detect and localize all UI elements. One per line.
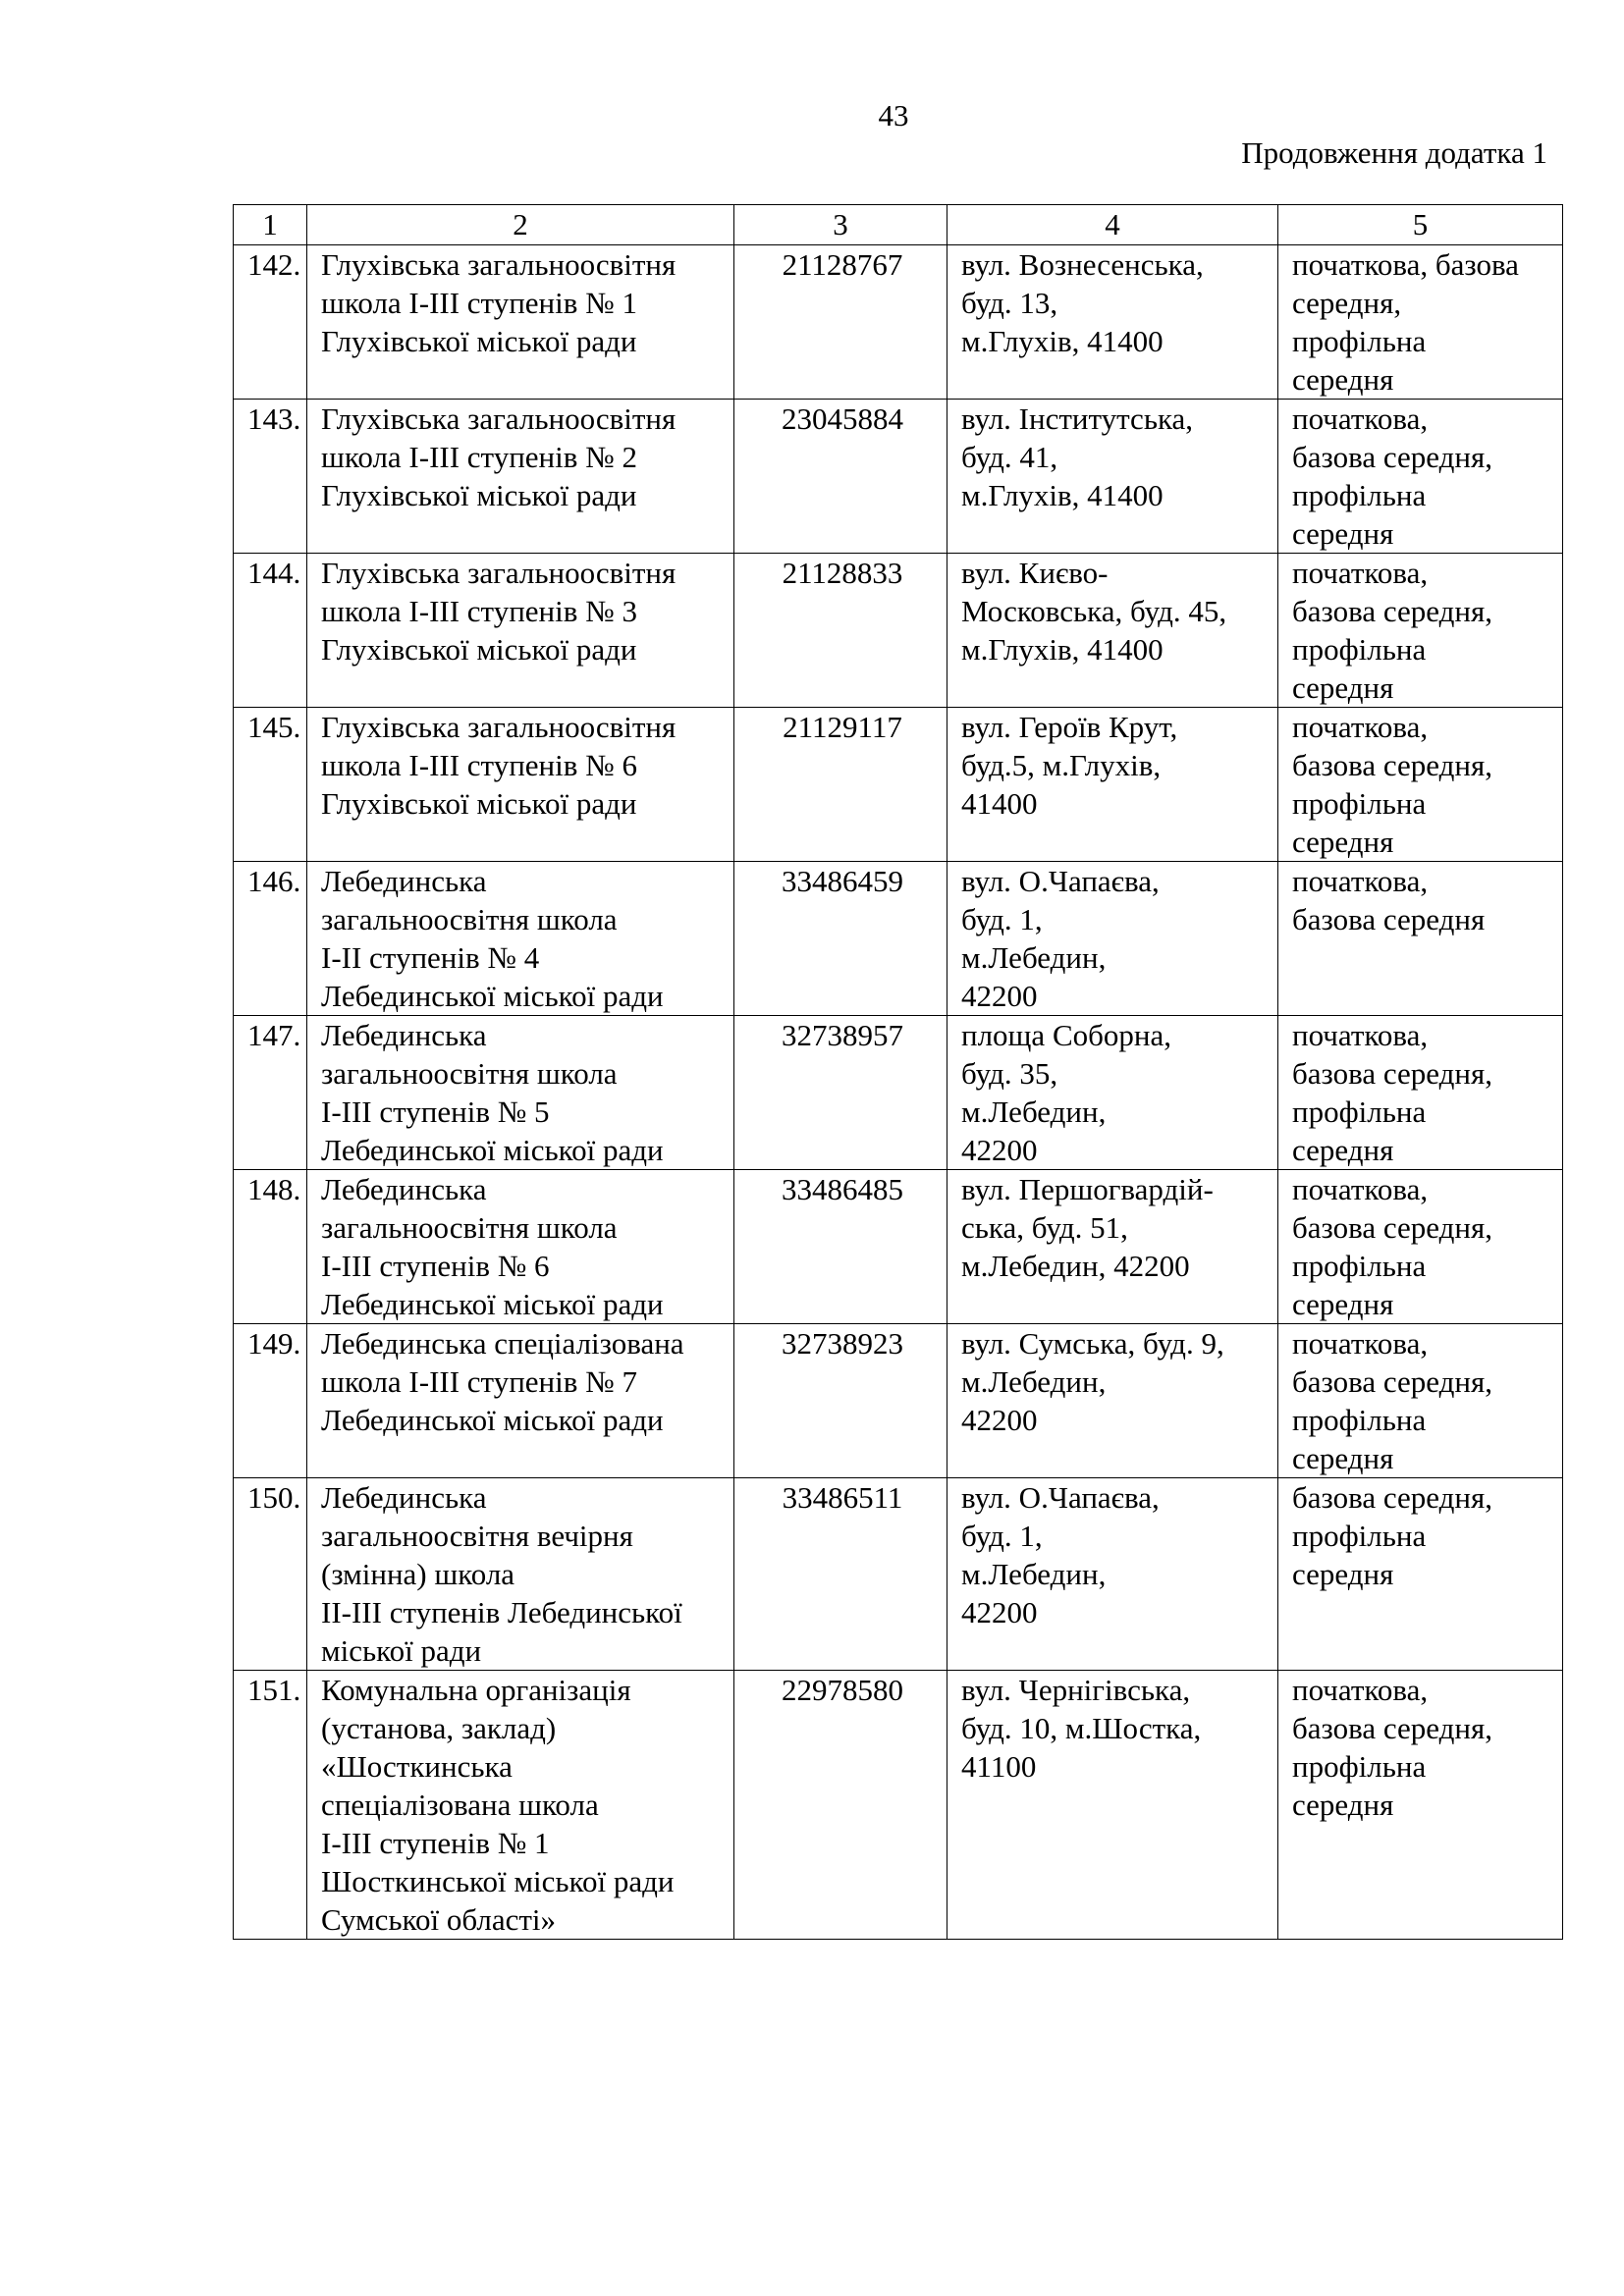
school-name: Глухівська загальноосвітня школа І-ІІІ ступенів № 1 Глухівської міської ради — [307, 245, 734, 400]
edrpou-code: 32738957 — [734, 1016, 947, 1170]
education-level: початкова, базова середня, профільна середня — [1278, 400, 1563, 554]
table-row — [234, 1016, 1563, 1170]
row-number: 142. — [234, 245, 307, 400]
address: вул. О.Чапаєва, буд. 1, м.Лебедин, 42200 — [947, 862, 1278, 1016]
address: вул. Вознесенська, буд. 13, м.Глухів, 41400 — [947, 245, 1278, 400]
address: вул. Першогвардій- ська, буд. 51, м.Лебедин, 42200 — [947, 1170, 1278, 1324]
education-level: початкова, базова середня, профільна середня — [1278, 554, 1563, 708]
row-number: 150. — [234, 1478, 307, 1671]
address: вул. О.Чапаєва, буд. 1, м.Лебедин, 42200 — [947, 1478, 1278, 1671]
education-level: початкова, базова середня, профільна середня — [1278, 1016, 1563, 1170]
education-level: початкова, базова середня, профільна середня — [1278, 708, 1563, 862]
header-cell-1: 1 — [234, 205, 307, 245]
edrpou-code: 21128833 — [734, 554, 947, 708]
table-row — [234, 554, 1563, 708]
header-cell-2: 2 — [307, 205, 734, 245]
edrpou-code: 33486459 — [734, 862, 947, 1016]
table-row — [234, 1324, 1563, 1478]
page-number: 43 — [878, 98, 909, 133]
school-name: Глухівська загальноосвітня школа І-ІІІ ступенів № 6 Глухівської міської ради — [307, 708, 734, 862]
row-number: 143. — [234, 400, 307, 554]
table-row — [234, 400, 1563, 554]
table-row — [234, 1671, 1563, 1940]
address: вул. Інститутська, буд. 41, м.Глухів, 41400 — [947, 400, 1278, 554]
education-level: початкова, базова середня, профільна середня — [1278, 245, 1563, 400]
table-row — [234, 862, 1563, 1016]
education-level: базова середня, профільна середня — [1278, 1478, 1563, 1671]
address: вул. Героїв Крут, буд.5, м.Глухів, 41400 — [947, 708, 1278, 862]
address: вул. Сумська, буд. 9, м.Лебедин, 42200 — [947, 1324, 1278, 1478]
school-name: Глухівська загальноосвітня школа І-ІІІ ступенів № 3 Глухівської міської ради — [307, 554, 734, 708]
edrpou-code: 21128767 — [734, 245, 947, 400]
edrpou-code: 33486511 — [734, 1478, 947, 1671]
table-row — [234, 708, 1563, 862]
table-row — [234, 1170, 1563, 1324]
school-name: Лебединська загальноосвітня школа І-ІІІ ступенів № 6 Лебединської міської ради — [307, 1170, 734, 1324]
edrpou-code: 22978580 — [734, 1671, 947, 1940]
table-row — [234, 1478, 1563, 1671]
row-number: 148. — [234, 1170, 307, 1324]
row-number: 147. — [234, 1016, 307, 1170]
row-number: 149. — [234, 1324, 307, 1478]
edrpou-code: 33486485 — [734, 1170, 947, 1324]
education-level: початкова, базова середня, профільна середня — [1278, 1324, 1563, 1478]
edrpou-code: 23045884 — [734, 400, 947, 554]
school-name: Глухівська загальноосвітня школа І-ІІІ ступенів № 2 Глухівської міської ради — [307, 400, 734, 554]
address: площа Соборна, буд. 35, м.Лебедин, 42200 — [947, 1016, 1278, 1170]
header-row — [234, 205, 1563, 245]
header-cell-5: 5 — [1278, 205, 1563, 245]
school-name: Лебединська загальноосвітня школа І-ІІ ступенів № 4 Лебединської міської ради — [307, 862, 734, 1016]
school-name: Комунальна організація (установа, заклад) «Шосткинська спеціалізована школа І-ІІІ ступенів № 1 Шосткинської міської ради Сумської області» — [307, 1671, 734, 1940]
row-number: 146. — [234, 862, 307, 1016]
school-name: Лебединська загальноосвітня школа І-ІІІ ступенів № 5 Лебединської міської ради — [307, 1016, 734, 1170]
education-level: початкова, базова середня, профільна середня — [1278, 1170, 1563, 1324]
address: вул. Києво- Московська, буд. 45, м.Глухів, 41400 — [947, 554, 1278, 708]
header-cell-3: 3 — [734, 205, 947, 245]
school-name: Лебединська загальноосвітня вечірня (змінна) школа ІІ-ІІІ ступенів Лебединської міської ради — [307, 1478, 734, 1671]
school-name: Лебединська спеціалізована школа І-ІІІ ступенів № 7 Лебединської міської ради — [307, 1324, 734, 1478]
address: вул. Чернігівська, буд. 10, м.Шостка, 41100 — [947, 1671, 1278, 1940]
edrpou-code: 21129117 — [734, 708, 947, 862]
schools-table — [233, 204, 1563, 1940]
row-number: 145. — [234, 708, 307, 862]
row-number: 151. — [234, 1671, 307, 1940]
table-row — [234, 245, 1563, 400]
continuation-label: Продовження додатка 1 — [1241, 135, 1547, 170]
header-cell-4: 4 — [947, 205, 1278, 245]
row-number: 144. — [234, 554, 307, 708]
education-level: початкова, базова середня, профільна середня — [1278, 1671, 1563, 1940]
edrpou-code: 32738923 — [734, 1324, 947, 1478]
education-level: початкова, базова середня — [1278, 862, 1563, 1016]
